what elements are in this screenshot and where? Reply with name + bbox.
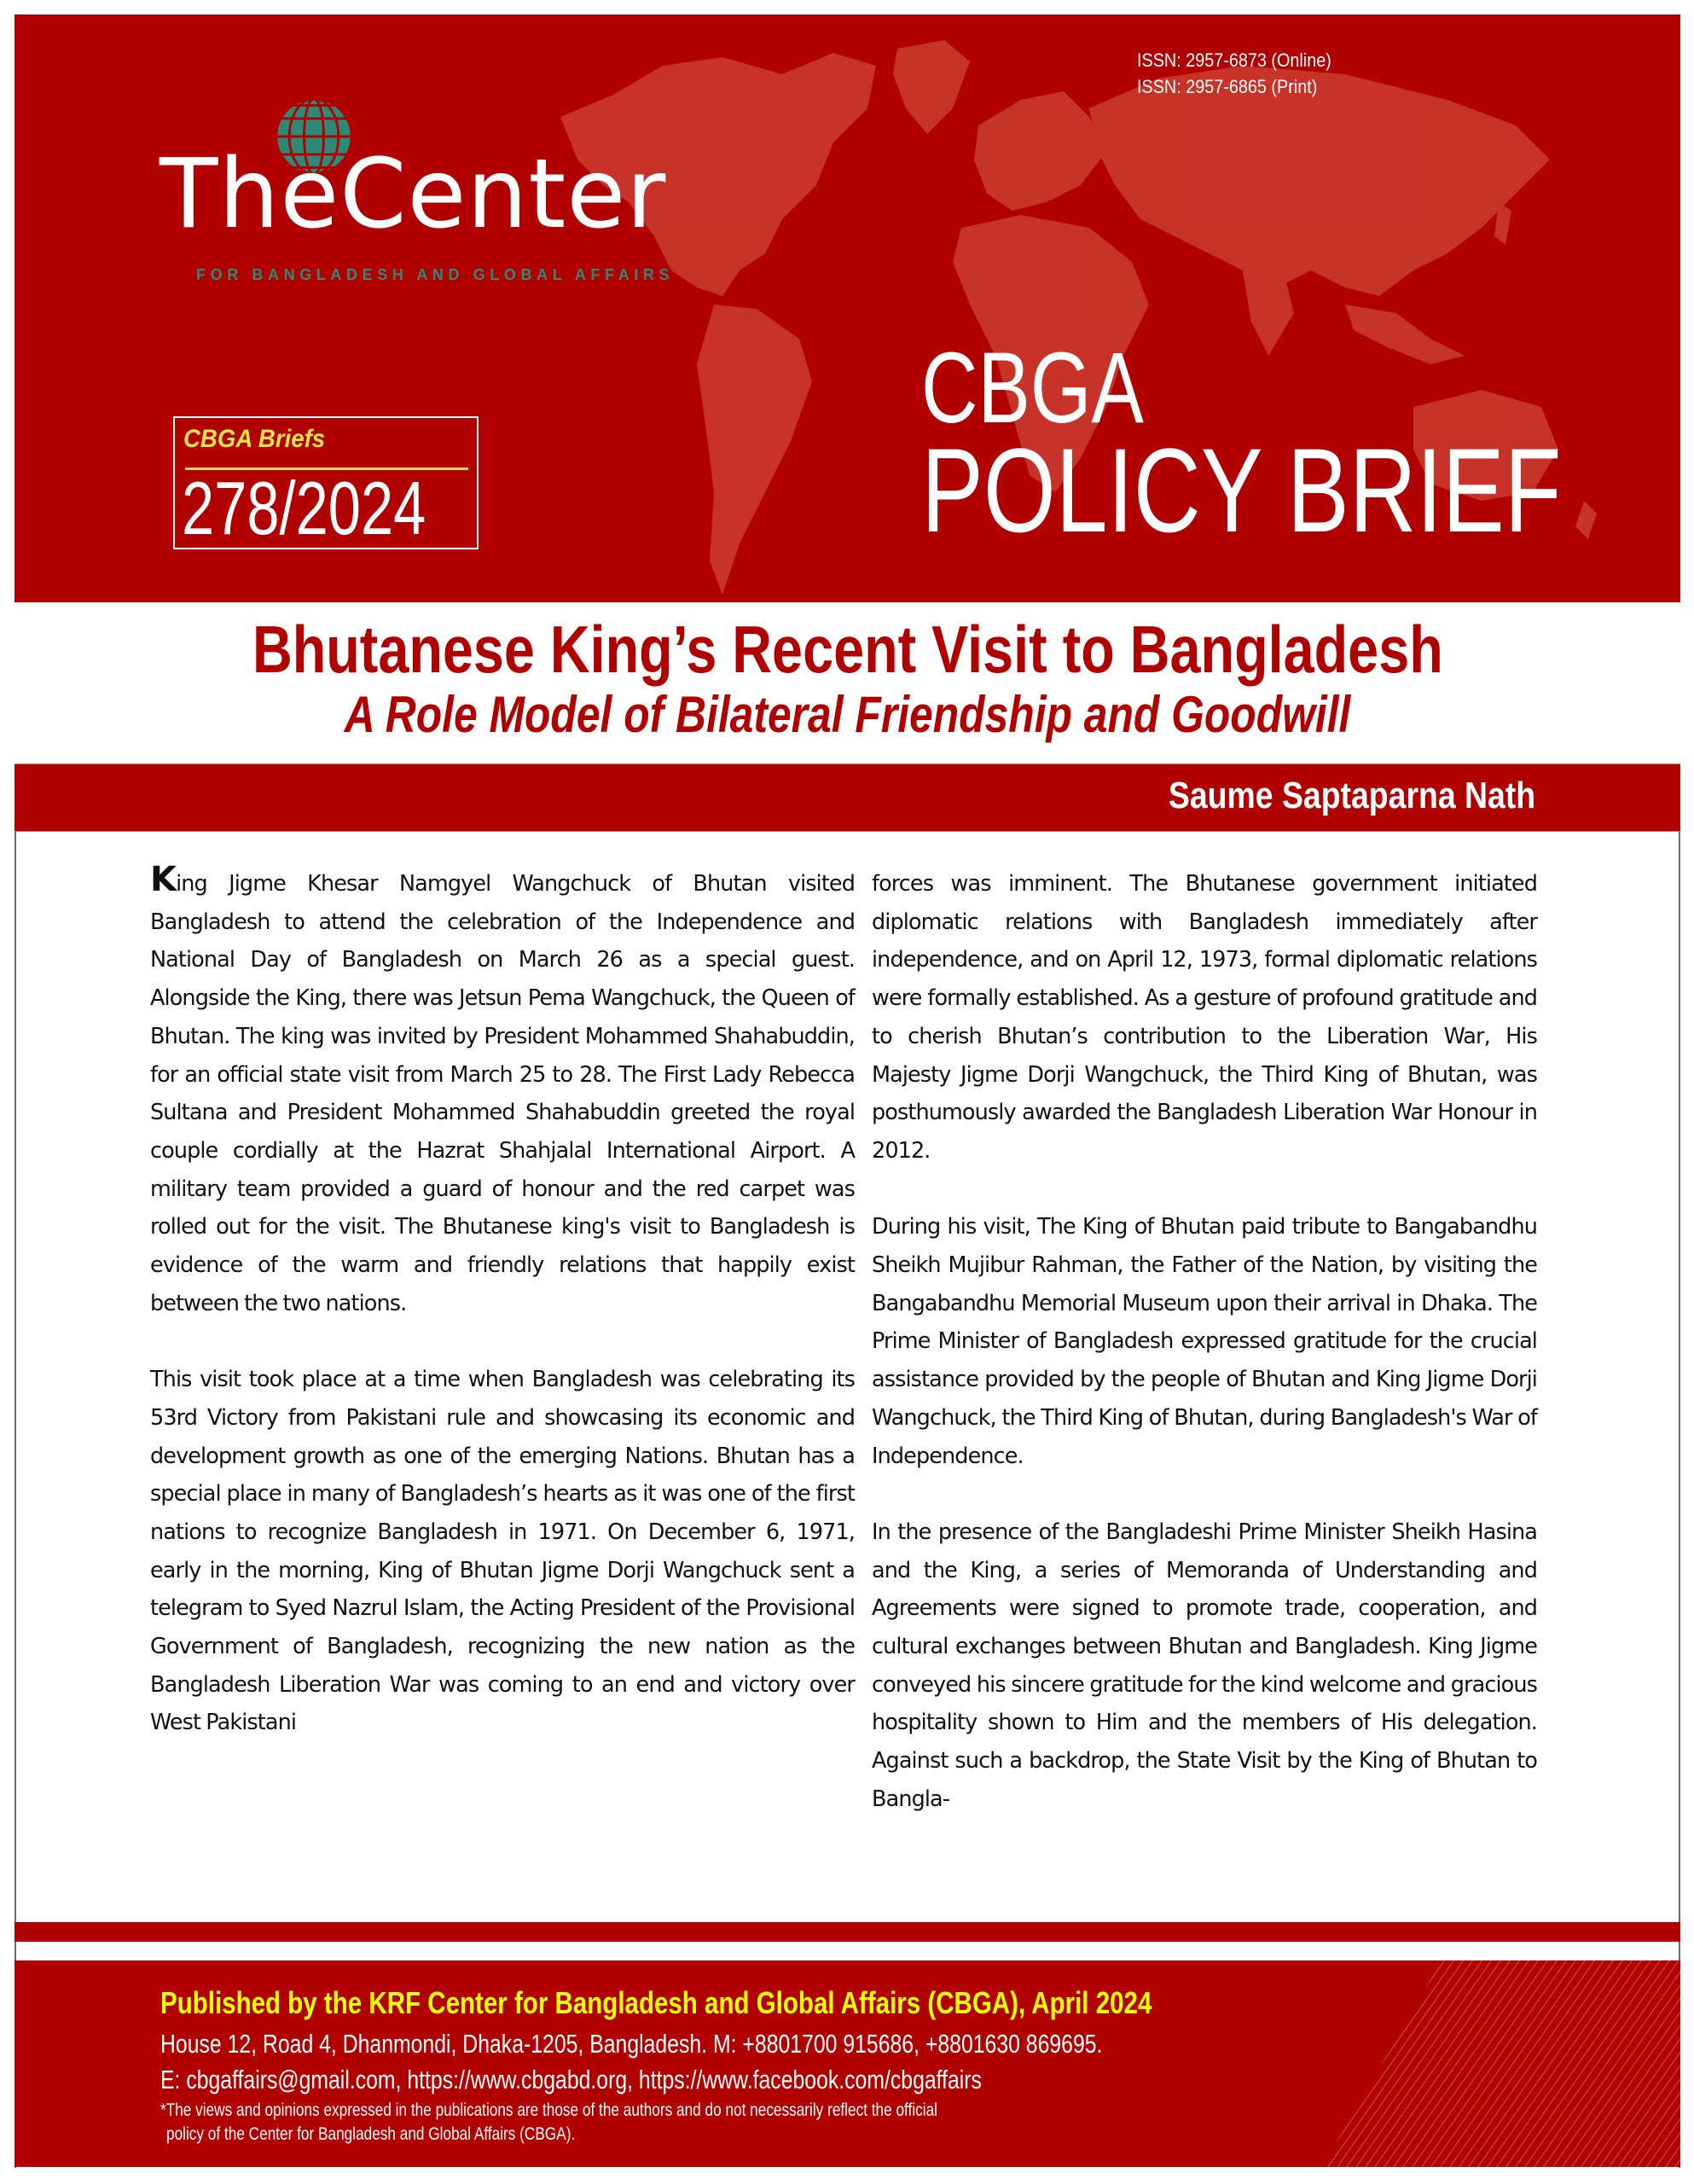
brief-number: 278/2024 [182,466,426,550]
issn-online: ISSN: 2957-6873 (Online) [1137,49,1331,71]
title-section [15,602,1680,764]
author-band [15,764,1680,832]
hatch-pattern-decoration [1322,1960,1680,2167]
logo-title: TheCenter [160,139,667,250]
series-title-line1: CBGA [921,332,1144,444]
footer [15,1960,1680,2167]
paragraph: forces was imminent. The Bhutanese government initiated diplomatic relations with Bangladesh immediately after independence, and on April 12, 1973, formal diplomatic relations were formally established. As a gesture of profound gratitude and to cherish Bhutan’s contribution to the Liberation War, His Majesty Jigme Dorji Wangchuck, the Third King of Bhutan, was posthumously awarded the Bangladesh Liberation War Honour in 2012. [872,871,1537,1164]
contact-line[interactable]: E: cbgaffairs@gmail.com, https://www.cbgabd.org, https://www.facebook.com/cbgaffairs [160,2065,982,2094]
issn-print: ISSN: 2957-6865 (Print) [1137,76,1318,97]
publisher-line: Published by the KRF Center for Bangladesh and Global Affairs (CBGA), April 2024 [160,1985,1152,2020]
address-line: House 12, Road 4, Dhanmondi, Dhaka-1205, Bangladesh. M: +8801700 915686, +8801630 869695. [160,2029,1103,2059]
paragraph: This visit took place at a time when Bangladesh was celebrating its 53rd Victory from Pakistani rule and showcasing its economic and development growth as one of the emerging Nations. Bhutan has a special place in many of Bangladesh’s hearts as it was one of the first nations to recognize Bangladesh in 1971. On December 6, 1971, early in the morning, King of Bhutan Jigme Dorji Wangchuck sent a telegram to Syed Nazrul Islam, the Acting President of the Provisional Government of Bangladesh, recognizing the new nation as the Bangladesh Liberation War was coming to an end and victory over West Pakistani [150,1367,855,1736]
article-title [15,612,1680,687]
paragraph [150,860,855,1322]
paragraph: During his visit, The King of Bhutan paid tribute to Bangabandhu Sheikh Mujibur Rahman, the Father of the Nation, by visiting the Bangabandhu Memorial Museum upon their arrival in Dhaka. The Prime Minister of Bangladesh expressed gratitude for the crucial assistance provided by the people of Bhutan and King Jigme Dorji Wangchuck, the Third King of Bhutan, during Bangladesh's War of Independence. [872,1214,1537,1469]
disclaimer-line-1: *The views and opinions expressed in the publications are those of the authors and do not necessarily reflect the official [160,2100,937,2120]
article-subtitle-text: A Role Model of Bilateral Friendship and Goodwill [344,686,1351,743]
brief-number-box [173,416,479,549]
header-banner [15,15,1680,602]
author-name: Saume Saptaparna Nath [1168,775,1535,816]
body-column-right [872,865,1537,1856]
series-title [921,332,1562,557]
brief-series-label: CBGA Briefs [183,425,326,453]
series-title-line2: POLICY BRIEF [921,423,1562,557]
paragraph: In the presence of the Bangladeshi Prime Minister Sheikh Hasina and the King, a series of Memoranda of Understanding and Agreements were signed to promote trade, cooperation, and cultural exchanges between Bhutan and Bangladesh. King Jigme conveyed his sincere gratitude for the kind welcome and gracious hospitality shown to Him and the members of His delegation. Against such a backdrop, the State Visit by the King of Bhutan to Bangla- [872,1519,1537,1812]
body-column-left [150,860,855,1780]
article-title-text: Bhutanese King’s Recent Visit to Bangladesh [252,612,1443,687]
article-subtitle [15,688,1680,742]
paragraph-text: ing Jigme Khesar Namgyel Wangchuck of Bhutan visited Bangladesh to attend the celebration of the Independence and National Day of Bangladesh on March 26 as a special guest. Alongside the King, there was Jetsun Pema Wangchuck, the Queen of Bhutan. The king was invited by President Mohammed Shahabuddin, for an official state visit from March 25 to 28. The First Lady Rebecca Sultana and President Mohammed Shahabuddin greeted the royal couple cordially at the Hazrat Shahjalal International Airport. A military team provided a guard of honour and the red carpet was rolled out for the visit. The Bhutanese king's visit to Bangladesh is evidence of the warm and friendly relations that happily exist between the two nations. [150,871,855,1316]
footer-divider-bar [15,1922,1680,1942]
disclaimer-line-2: policy of the Center for Bangladesh and Global Affairs (CBGA). [166,2124,576,2144]
logo-subtitle: FOR BANGLADESH AND GLOBAL AFFAIRS [196,266,675,283]
issn-block [1137,47,1331,100]
drop-cap: K [150,860,177,899]
